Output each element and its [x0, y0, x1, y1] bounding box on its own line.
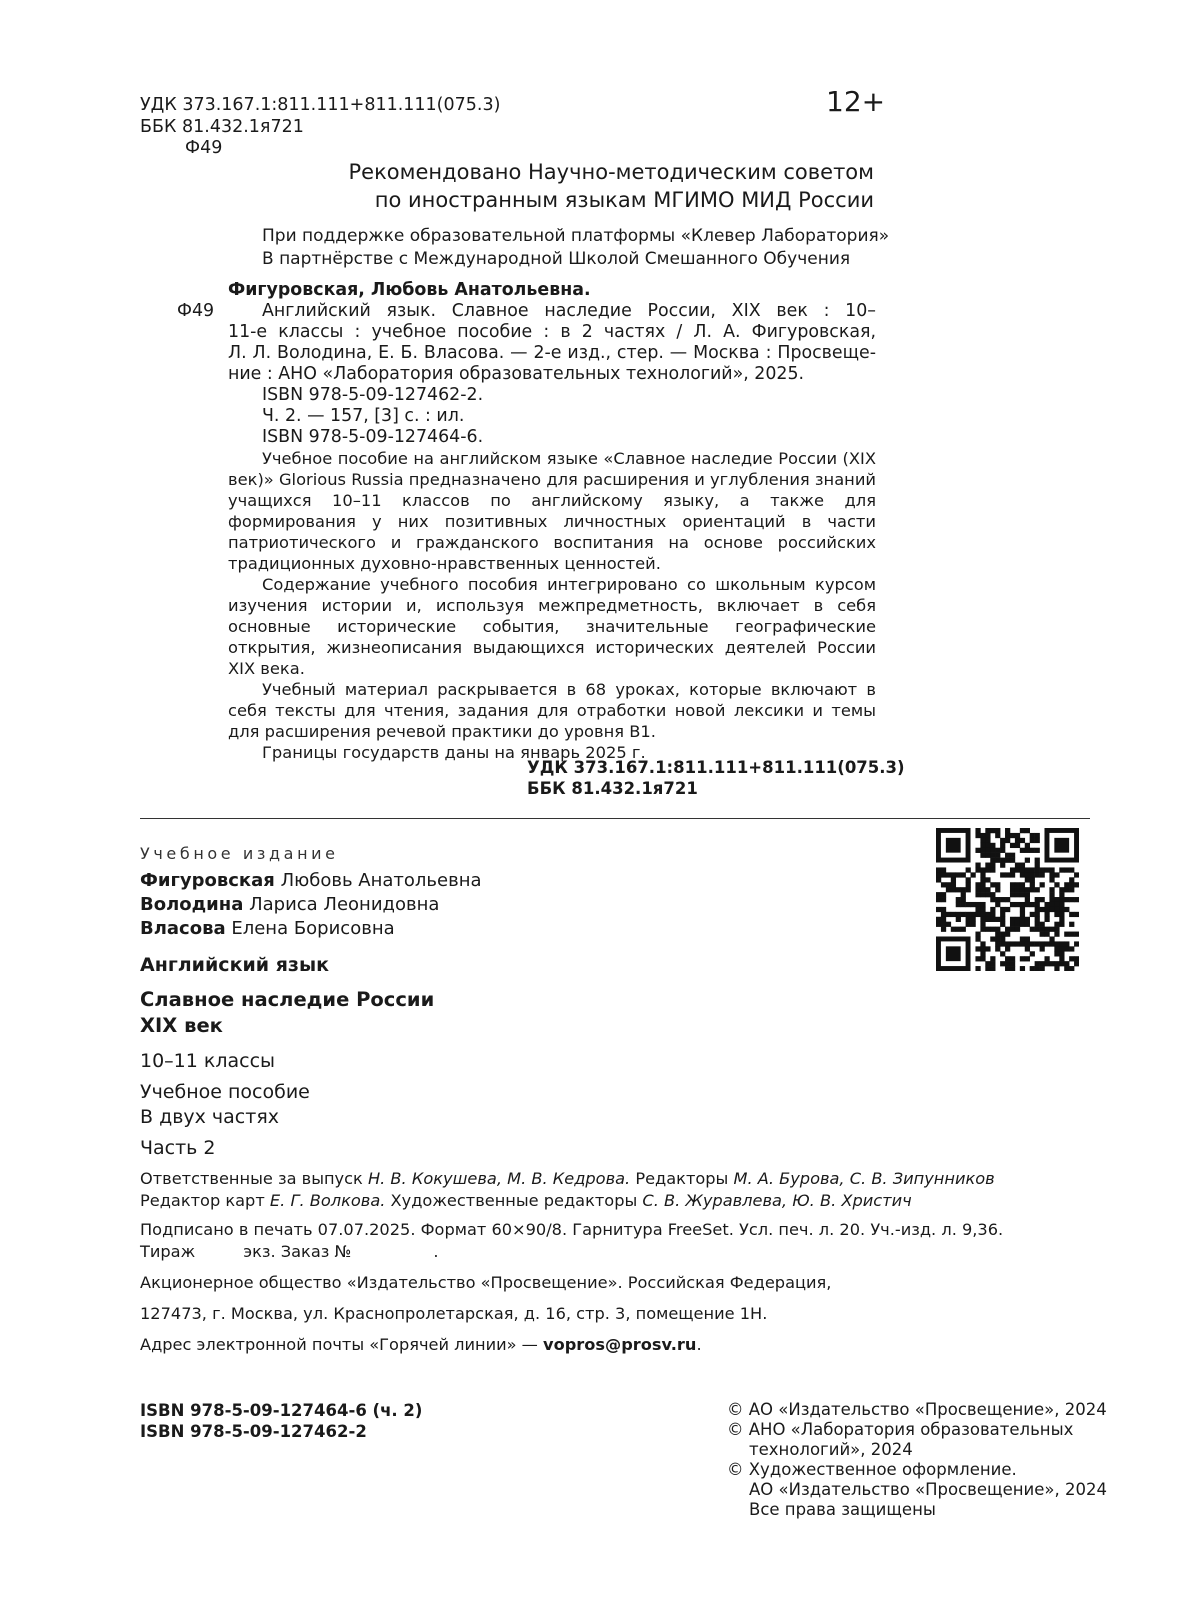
- editors-names: М. А. Бурова, С. В. Зипунников: [733, 1169, 995, 1188]
- copyright-line: Все права защищены: [749, 1500, 936, 1519]
- support-line1: При поддержке образовательной платформы «Клевер Лаборатория»: [262, 226, 890, 246]
- bbk-code: ББК 81.432.1я721: [140, 117, 304, 137]
- email-end: .: [696, 1335, 702, 1354]
- udk-bold: УДК 373.167.1:811.111+811.111(075.3): [527, 758, 905, 777]
- copyright-line: АО «Издательство «Просвещение», 2024: [749, 1480, 1107, 1499]
- isbn-set-bold: ISBN 978-5-09-127462-2: [140, 1422, 367, 1441]
- age-rating: 12+: [826, 85, 886, 118]
- print-run-label: Тираж: [140, 1242, 196, 1261]
- print-run-line: [140, 1241, 1003, 1263]
- address-line: 127473, г. Москва, ул. Краснопролетарская, д. 16, стр. 3, помещение 1Н.: [140, 1304, 768, 1323]
- copyright-line: © АНО «Лаборатория образовательных: [727, 1420, 1074, 1439]
- author-line: [140, 893, 439, 917]
- grades: 10–11 классы: [140, 1050, 276, 1072]
- email-link[interactable]: vopros@prosv.ru: [543, 1335, 697, 1354]
- map-art-line: [140, 1190, 1003, 1212]
- author-surname: Фигуровская: [140, 870, 275, 891]
- copyright-line: © Художественное оформление.: [727, 1460, 1017, 1479]
- art-label: Художественные редакторы: [385, 1191, 643, 1210]
- author-line: [140, 917, 395, 941]
- email-label: Адрес электронной почты «Горячей линии» —: [140, 1335, 544, 1354]
- book-type: Учебное пособие: [140, 1081, 310, 1103]
- copyright-block: [727, 1400, 1107, 1520]
- qr-code-image: [936, 828, 1079, 971]
- book-title-line1: Славное наследие России: [140, 988, 435, 1011]
- art-names: С. В. Журавлева, Ю. В. Христич: [642, 1191, 912, 1210]
- map-label: Редактор карт: [140, 1191, 270, 1210]
- book-title-line2: XIX век: [140, 1014, 223, 1037]
- author-surname: Власова: [140, 918, 226, 939]
- bbk-bold: ББК 81.432.1я721: [527, 779, 698, 798]
- author-given-names: Елена Борисовна: [225, 918, 395, 939]
- annotation-paragraph: Учебное пособие на английском языке «Славное наследие России (XIX век)» Glorious Russia предназначено для расширения и углубления знаний учащихся 10–11 классов по английскому языку, а также для формирования у них позитивных личностных ориентаций в части патриотического и гражданского воспитания на основе российских традиционных духовно-нравственных ценностей.: [228, 449, 876, 573]
- subject-title: Английский язык: [140, 954, 330, 976]
- credits-block: [140, 1168, 1003, 1356]
- author-given-names: Лариса Леонидовна: [243, 894, 440, 915]
- part-number: Часть 2: [140, 1137, 216, 1159]
- copyright-line: © АО «Издательство «Просвещение», 2024: [727, 1400, 1107, 1419]
- isbn-part-bold: ISBN 978-5-09-127464-6 (ч. 2): [140, 1401, 423, 1420]
- udk-code: УДК 373.167.1:811.111+811.111(075.3): [140, 95, 501, 115]
- entry-line: Английский язык. Славное наследие России, XIX век : 10–: [262, 301, 876, 321]
- responsible-line: [140, 1168, 1003, 1190]
- author-line: [140, 869, 482, 893]
- entry-line: Л. Л. Володина, Е. Б. Власова. — 2-е изд., стер. — Москва : Просвеще-: [228, 343, 876, 363]
- isbn-part: ISBN 978-5-09-127464-6.: [262, 427, 484, 447]
- isbn-set: ISBN 978-5-09-127462-2.: [262, 385, 484, 405]
- bibliographic-entry: [228, 301, 876, 448]
- part-info: Ч. 2. — 157, [3] с. : ил.: [262, 406, 465, 426]
- annotation-paragraph: Учебный материал раскрывается в 68 уроках, которые включают в себя тексты для чтения, задания для отработки новой лексики и темы для расширения речевой практики до уровня B1.: [228, 680, 876, 741]
- entry-line: ние : АНО «Лаборатория образовательных технологий», 2025.: [228, 364, 805, 384]
- map-name: Е. Г. Волкова.: [269, 1191, 386, 1210]
- annotation-paragraph: Содержание учебного пособия интегрировано со школьным курсом изучения истории и, используя межпредметность, включает в себя основные исторические события, значительные географические открытия, жизнеописания выдающихся исторических деятелей России XIX века.: [228, 575, 876, 678]
- parts-count: В двух частях: [140, 1106, 279, 1128]
- editors-label: Редакторы: [630, 1169, 734, 1188]
- annotation: [228, 448, 876, 763]
- recommendation-line1: Рекомендовано Научно-методическим советом: [348, 160, 874, 184]
- signed-line: Подписано в печать 07.07.2025. Формат 60×90/8. Гарнитура FreeSet. Усл. печ. л. 20. Уч.-изд. л. 9,36.: [140, 1220, 1004, 1239]
- author-given-names: Любовь Анатольевна: [274, 870, 482, 891]
- recommendation-line2: по иностранным языкам МГИМО МИД России: [374, 188, 874, 212]
- annotation-paragraph: Границы государств даны на январь 2025 г.: [262, 743, 646, 762]
- edition-type: Учебное издание: [140, 844, 339, 863]
- resp-names: Н. В. Кокушева, М. В. Кедрова.: [367, 1169, 631, 1188]
- copies-label: экз. Заказ №: [243, 1242, 352, 1261]
- email-line: [140, 1334, 1003, 1356]
- author-heading: Фигуровская, Любовь Анатольевна.: [228, 280, 591, 300]
- entry-line: 11-е классы : учебное пособие : в 2 частях / Л. А. Фигуровская,: [228, 322, 876, 342]
- resp-label: Ответственные за выпуск: [140, 1169, 368, 1188]
- author-mark: Ф49: [185, 138, 223, 158]
- publisher-line: Акционерное общество «Издательство «Просвещение». Российская Федерация,: [140, 1273, 832, 1292]
- section-divider: [140, 818, 1090, 819]
- copyright-line: технологий», 2024: [749, 1440, 913, 1459]
- support-line2: В партнёрстве с Международной Школой Смешанного Обучения: [262, 249, 851, 269]
- author-surname: Володина: [140, 894, 244, 915]
- order-end: .: [433, 1242, 439, 1261]
- side-mark: Ф49: [177, 301, 215, 321]
